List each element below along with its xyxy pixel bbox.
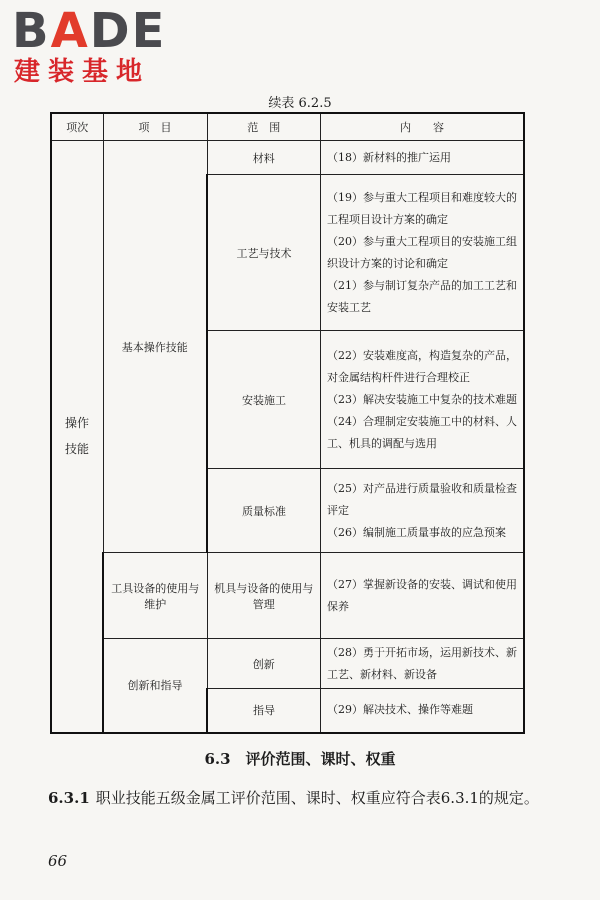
content-cell: [321, 553, 525, 639]
logo-wordmark: [12, 3, 167, 59]
range-cell: 质量标准: [207, 469, 321, 553]
table-row: [51, 141, 524, 175]
content-cell: [321, 141, 525, 175]
content-line: （23）解决安装施工中复杂的技术难题: [327, 392, 517, 406]
content-line: （22）安装难度高，构造复杂的产品，对金属结构杆件进行合理校正: [327, 348, 517, 384]
header-range: 范 围: [207, 113, 321, 141]
range-cell: 机具与设备的使用与管理: [207, 553, 321, 639]
header-item: 项 目: [103, 113, 207, 141]
section-heading: 6.3 评价范围、课时、权重: [204, 750, 396, 768]
table-header-row: [51, 113, 524, 141]
logo-letters-de: DE: [89, 3, 167, 59]
content-cell: [321, 175, 525, 331]
content-line: （27）掌握新设备的安装、调试和使用保养: [327, 577, 517, 613]
logo-letter-b: B: [12, 3, 51, 59]
item-cell: 创新和指导: [103, 639, 207, 733]
item-cell: 工具设备的使用与维护: [103, 553, 207, 639]
range-cell: 工艺与技术: [207, 175, 321, 331]
range-cell: 材料: [207, 141, 321, 175]
page-number: 66: [48, 852, 68, 870]
content-cell: [321, 331, 525, 469]
logo-letter-a: A: [50, 3, 90, 59]
content-line: （24）合理制定安装施工中的材料、人工、机具的调配与选用: [327, 414, 517, 450]
content-cell: [321, 639, 525, 689]
category-cell: [51, 141, 103, 733]
clause-paragraph: [48, 786, 568, 810]
table-caption: 续表 6.2.5: [268, 96, 332, 111]
range-cell: 创新: [207, 639, 321, 689]
content-line: （26）编制施工质量事故的应急预案: [327, 525, 506, 539]
content-line: （21）参与制订复杂产品的加工工艺和安装工艺: [327, 278, 517, 314]
content-line: （29）解决技术、操作等难题: [327, 703, 473, 717]
table-row: [51, 639, 524, 689]
skills-table: [50, 112, 525, 734]
content-cell: [321, 469, 525, 553]
content-line: （18）新材料的推广运用: [327, 150, 451, 164]
content-line: （19）参与重大工程项目和难度较大的工程项目设计方案的确定: [327, 190, 517, 226]
content-line: （28）勇于开拓市场，运用新技术、新工艺、新材料、新设备: [327, 645, 517, 681]
content-cell: [321, 689, 525, 733]
content-line: （20）参与重大工程项目的安装施工组织设计方案的讨论和确定: [327, 234, 517, 270]
bade-logo: [12, 3, 167, 88]
header-category: 项次: [51, 113, 103, 141]
content-line: （25）对产品进行质量验收和质量检查评定: [327, 481, 517, 517]
header-content: 内 容: [321, 113, 525, 141]
range-cell: 指导: [207, 689, 321, 733]
clause-number: 6.3.1: [48, 789, 90, 807]
item-cell: 基本操作技能: [103, 141, 207, 553]
logo-subtitle: 建装基地: [14, 57, 151, 87]
category-label: 操作技能: [64, 416, 89, 457]
clause-text: 职业技能五级金属工评价范围、课时、权重应符合表6.3.1的规定。: [95, 789, 539, 807]
table-row: [51, 553, 524, 639]
range-cell: 安装施工: [207, 331, 321, 469]
